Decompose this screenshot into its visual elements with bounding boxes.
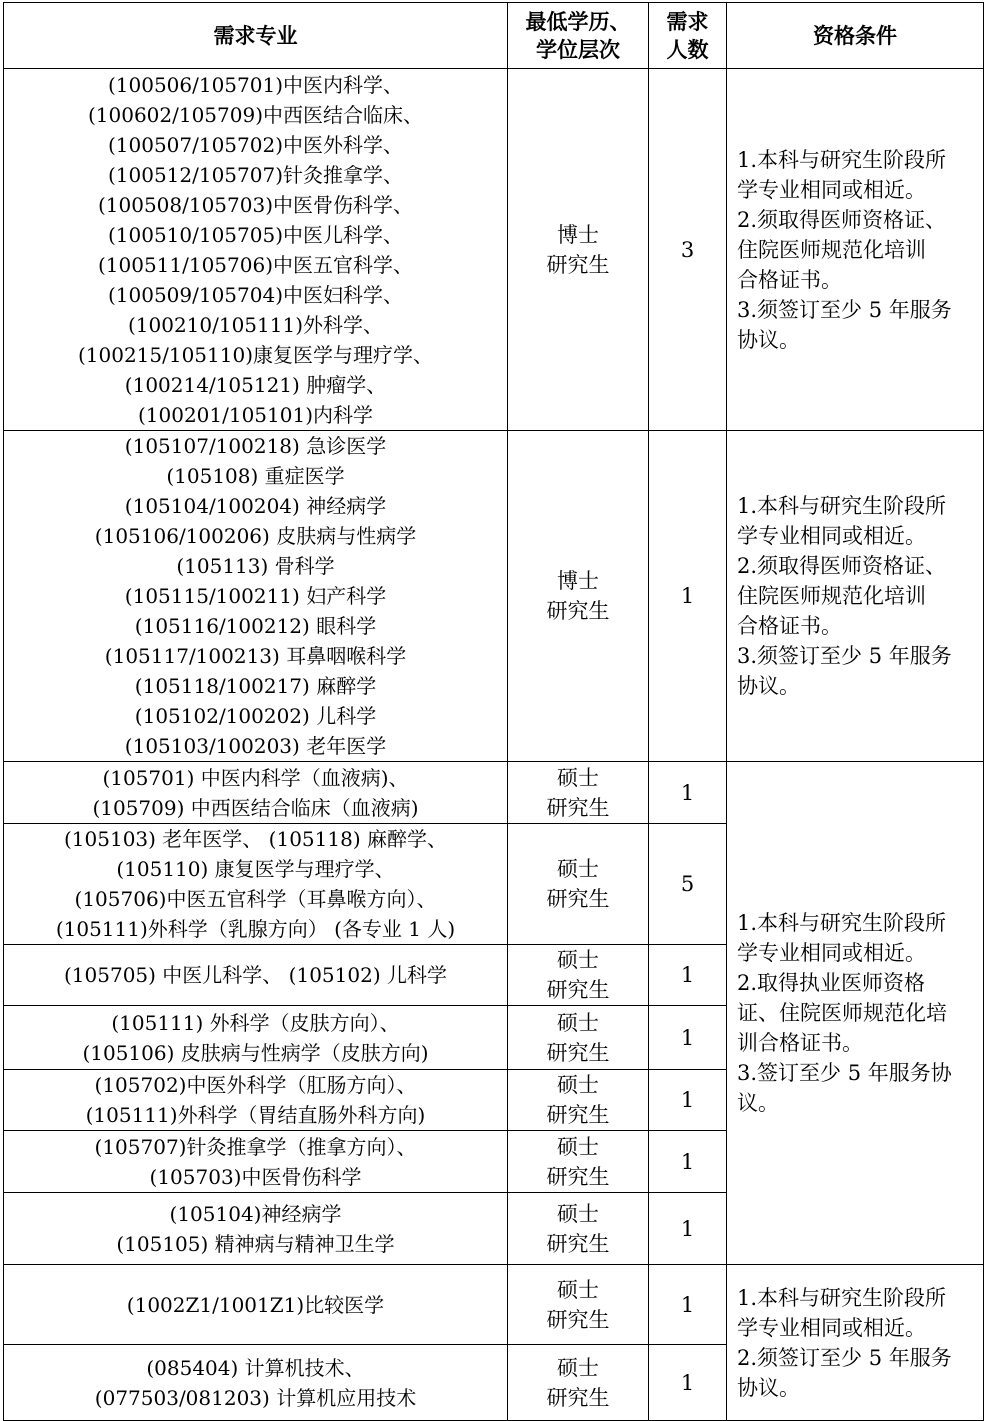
degree-cell: 硕士 研究生 [508, 1070, 649, 1131]
degree-cell: 硕士 研究生 [508, 1345, 649, 1421]
major-cell: (105707)针灸推拿学（推拿方向）、 (105703)中医骨伤科学 [4, 1131, 508, 1193]
header-degree: 最低学历、 学位层次 [508, 3, 649, 69]
degree-cell: 硕士 研究生 [508, 945, 649, 1006]
count-cell: 1 [649, 1265, 727, 1345]
major-cell: (105705) 中医儿科学、 (105102) 儿科学 [4, 945, 508, 1006]
degree-cell: 硕士 研究生 [508, 762, 649, 824]
conditions-cell: 1.本科与研究生阶段所 学专业相同或相近。 2.须取得医师资格证、 住院医师规范化培训 合格证书。 3.须签订至少 5 年服务 协议。 [727, 69, 984, 431]
count-cell: 3 [649, 69, 727, 431]
header-row [4, 3, 984, 69]
count-cell: 1 [649, 762, 727, 824]
major-cell: (1002Z1/1001Z1)比较医学 [4, 1265, 508, 1345]
degree-cell: 硕士 研究生 [508, 824, 649, 945]
header-count: 需求 人数 [649, 3, 727, 69]
major-cell: (105701) 中医内科学（血液病)、 (105709) 中西医结合临床（血液病) [4, 762, 508, 824]
conditions-cell: 1.本科与研究生阶段所 学专业相同或相近。 2.取得执业医师资格 证、住院医师规范化培 训合格证书。 3.签订至少 5 年服务协 议。 [727, 762, 984, 1265]
conditions-cell: 1.本科与研究生阶段所 学专业相同或相近。 2.须取得医师资格证、 住院医师规范化培训 合格证书。 3.须签订至少 5 年服务 协议。 [727, 431, 984, 762]
major-cell: (105104)神经病学 (105105) 精神病与精神卫生学 [4, 1193, 508, 1265]
degree-cell: 硕士 研究生 [508, 1131, 649, 1193]
degree-cell: 博士 研究生 [508, 69, 649, 431]
degree-cell: 硕士 研究生 [508, 1006, 649, 1070]
degree-cell: 硕士 研究生 [508, 1265, 649, 1345]
recruitment-table [3, 2, 984, 1421]
count-cell: 1 [649, 1006, 727, 1070]
conditions-cell: 1.本科与研究生阶段所 学专业相同或相近。 2.须签订至少 5 年服务 协议。 [727, 1265, 984, 1421]
degree-cell: 博士 研究生 [508, 431, 649, 762]
table-row [4, 762, 984, 824]
header-conditions: 资格条件 [727, 3, 984, 69]
major-cell: (105103) 老年医学、 (105118) 麻醉学、 (105110) 康复医学与理疗学、 (105706)中医五官科学（耳鼻喉方向）、 (105111)外科学（乳腺方向） (各专业 1 人) [4, 824, 508, 945]
count-cell: 1 [649, 1345, 727, 1421]
table-row [4, 1265, 984, 1345]
degree-cell: 硕士 研究生 [508, 1193, 649, 1265]
major-cell: (100506/105701)中医内科学、 (100602/105709)中西医结合临床、 (100507/105702)中医外科学、 (100512/105707)针灸推拿学、 (100508/105703)中医骨伤科学、 (100510/105705)中医儿科学、 (100511/105706)中医五官科学、 (100509/105704)中医妇科学、 (100210/105111)外科学、 (100215/105110)康复医学与理疗学、 (100214/105121) 肿瘤学、 (100201/105101)内科学 [4, 69, 508, 431]
table-row [4, 69, 984, 431]
major-cell: (085404) 计算机技术、 (077503/081203) 计算机应用技术 [4, 1345, 508, 1421]
count-cell: 1 [649, 431, 727, 762]
count-cell: 1 [649, 1193, 727, 1265]
major-cell: (105111) 外科学（皮肤方向）、 (105106) 皮肤病与性病学（皮肤方向) [4, 1006, 508, 1070]
count-cell: 1 [649, 1131, 727, 1193]
major-cell: (105702)中医外科学（肛肠方向）、 (105111)外科学（胃结直肠外科方向) [4, 1070, 508, 1131]
count-cell: 1 [649, 945, 727, 1006]
header-major: 需求专业 [4, 3, 508, 69]
table-row [4, 431, 984, 762]
count-cell: 5 [649, 824, 727, 945]
major-cell: (105107/100218) 急诊医学 (105108) 重症医学 (105104/100204) 神经病学 (105106/100206) 皮肤病与性病学 (105113) 骨科学 (105115/100211) 妇产科学 (105116/100212) 眼科学 (105117/100213) 耳鼻咽喉科学 (105118/100217) 麻醉学 (105102/100202) 儿科学 (105103/100203) 老年医学 [4, 431, 508, 762]
count-cell: 1 [649, 1070, 727, 1131]
